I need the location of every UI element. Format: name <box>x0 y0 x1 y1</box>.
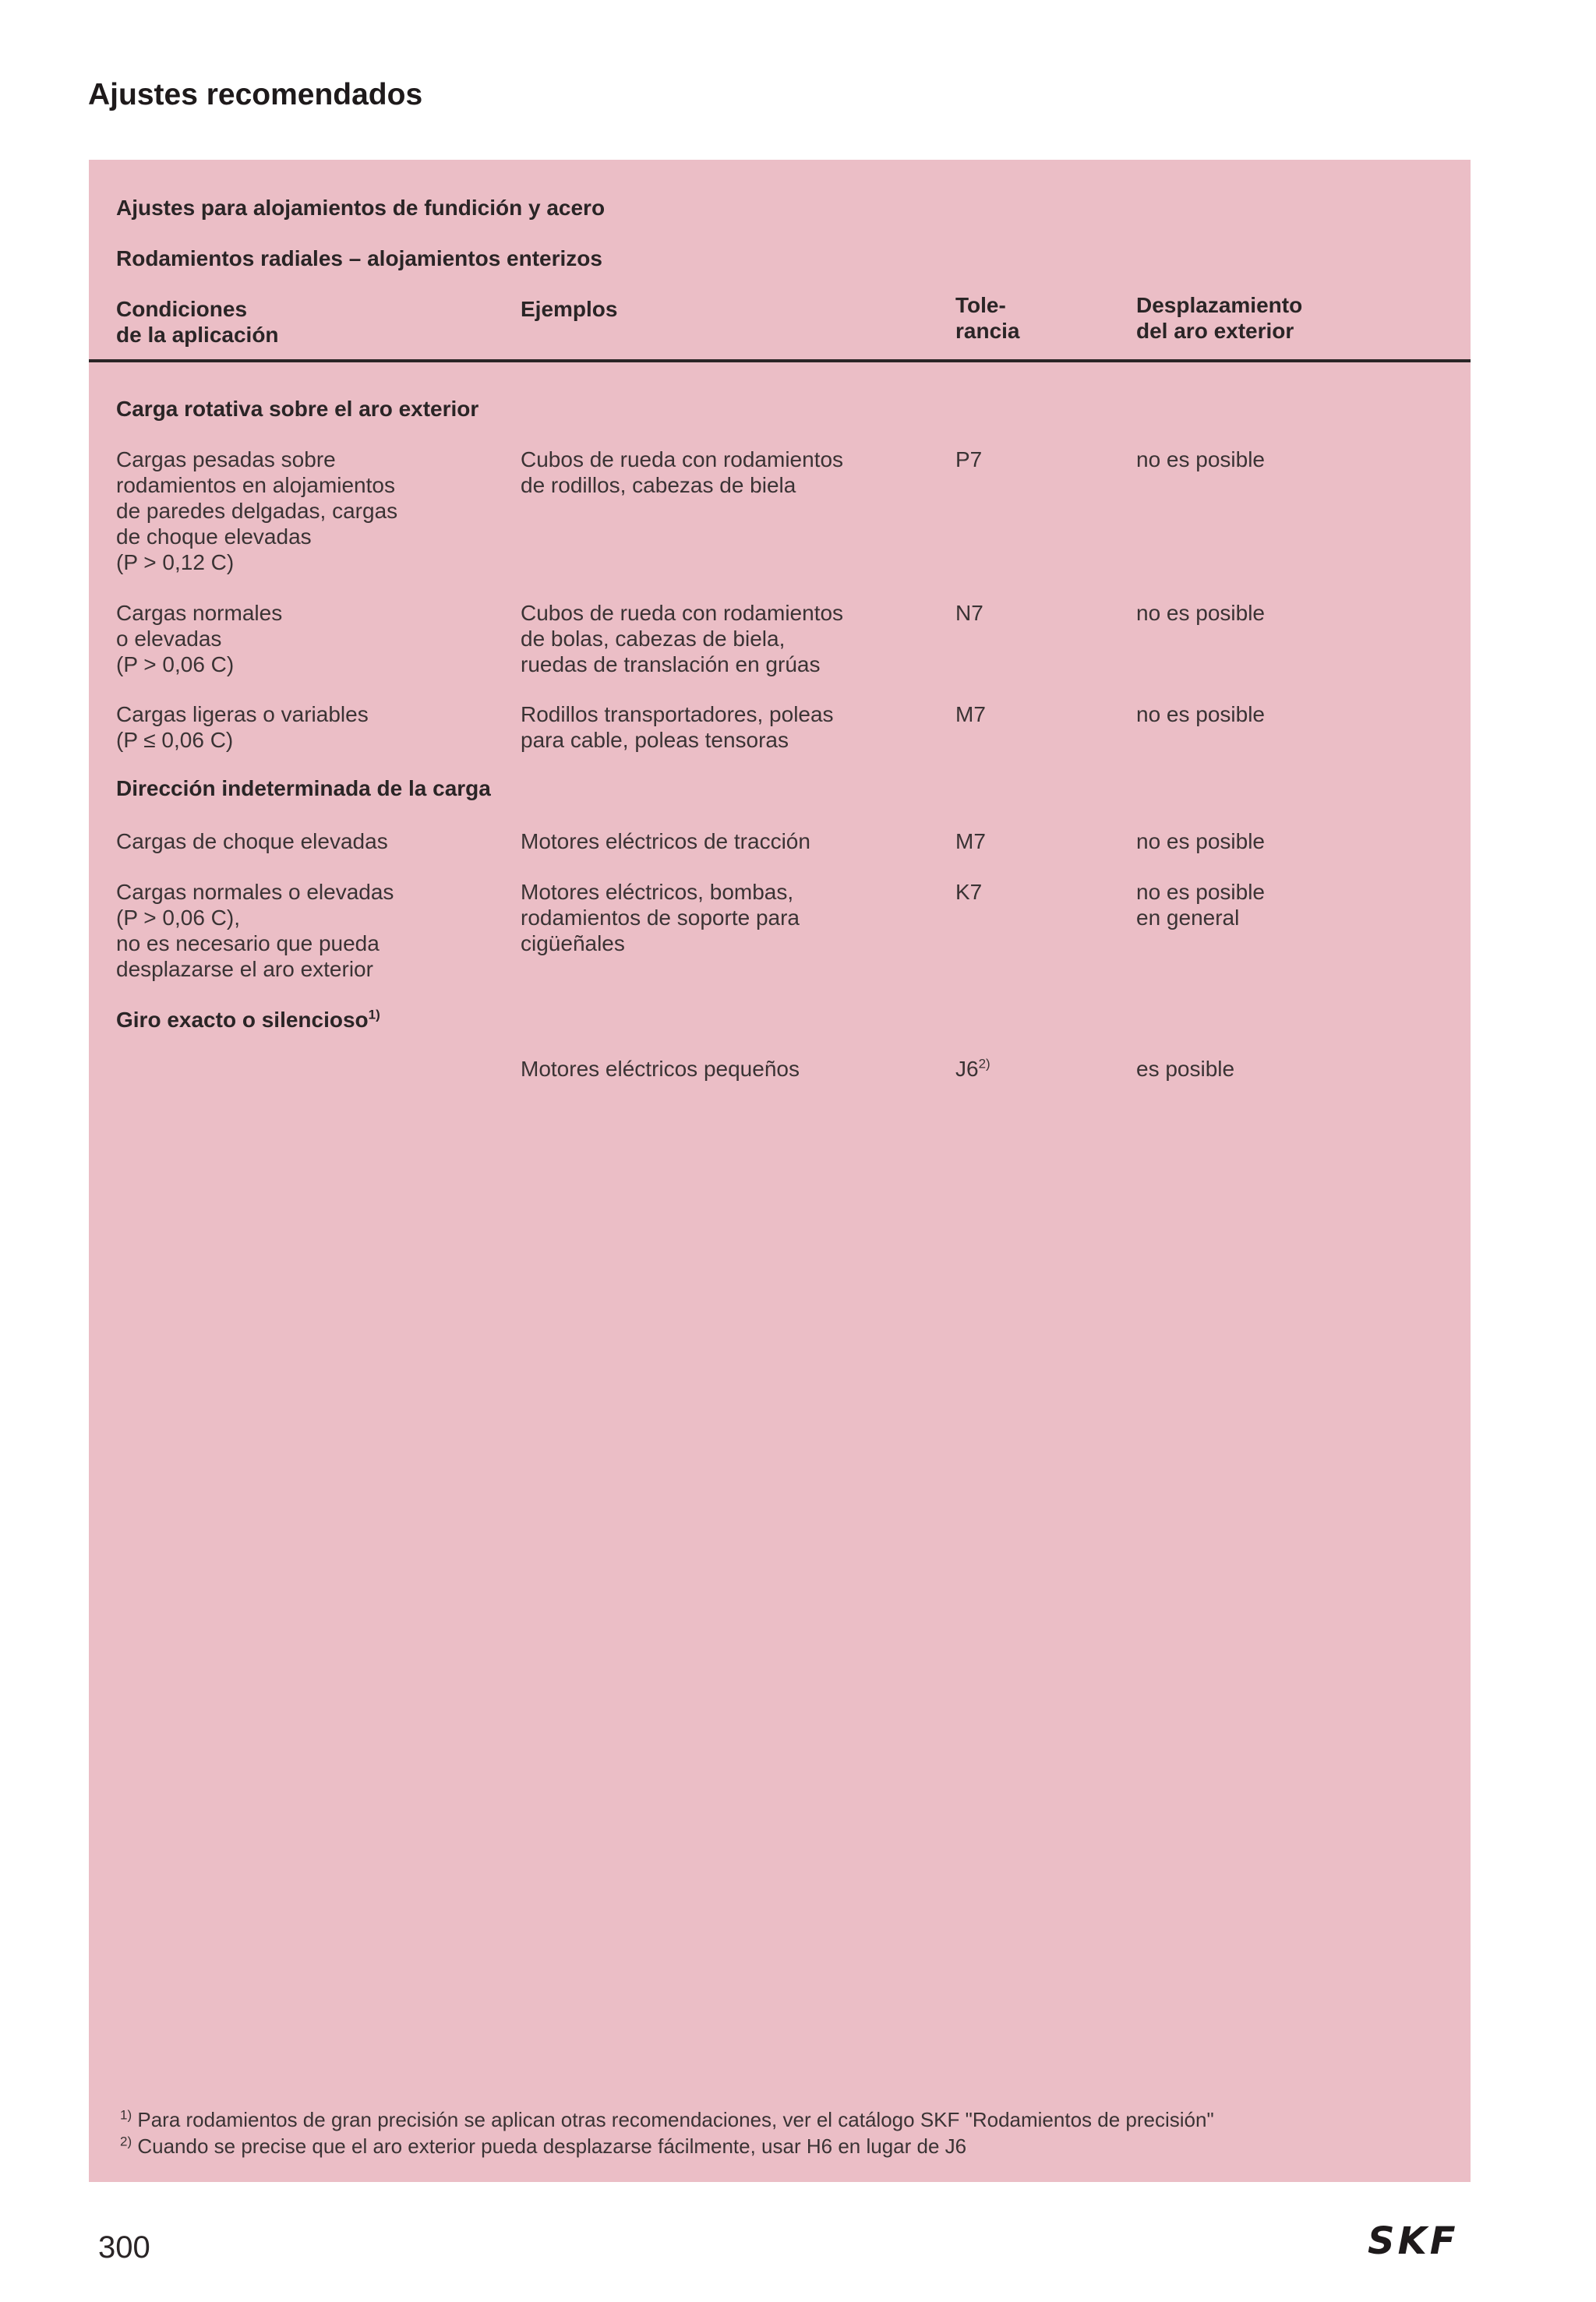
row-example: Motores eléctricos, bombas, rodamientos de soporte para cigüeñales <box>521 880 800 955</box>
row-displacement: es posible <box>1136 1057 1235 1081</box>
section-heading-precise-rotation <box>116 1007 380 1033</box>
row-tolerance <box>955 1056 1065 1082</box>
header-rule <box>89 359 1471 362</box>
footnote-2 <box>120 2134 966 2159</box>
row-condition: Cargas pesadas sobre rodamientos en alojamientos de paredes delgadas, cargas de choque elevadas (P > 0,12 C) <box>116 447 398 574</box>
column-header-displacement: Desplazamiento del aro exterior <box>1136 293 1303 343</box>
row-tolerance: N7 <box>955 601 983 625</box>
row-tolerance: M7 <box>955 702 986 726</box>
row-condition: Cargas ligeras o variables (P ≤ 0,06 C) <box>116 702 369 752</box>
footnote-text: Cuando se precise que el aro exterior pueda desplazarse fácilmente, usar H6 en lugar de J6 <box>137 2134 967 2158</box>
footnote-text: Para rodamientos de gran precisión se aplican otras recomendaciones, ver el catálogo SKF "Rodamientos de precisión" <box>137 2108 1214 2131</box>
footnote-mark: 2) <box>120 2134 132 2149</box>
footnote-ref-1: 1) <box>368 1007 380 1022</box>
row-condition: Cargas normales o elevadas (P > 0,06 C) <box>116 601 283 676</box>
table-title: Ajustes para alojamientos de fundición y acero <box>116 196 606 220</box>
row-example: Cubos de rueda con rodamientos de rodillos, cabezas de biela <box>521 447 844 497</box>
skf-logo: SKF <box>1368 2219 1459 2263</box>
row-displacement: no es posible <box>1136 601 1266 625</box>
row-condition: Cargas de choque elevadas <box>116 829 388 853</box>
row-example: Motores eléctricos pequeños <box>521 1057 800 1081</box>
footnote-mark: 1) <box>120 2107 132 2123</box>
row-example: Rodillos transportadores, poleas para cable, poleas tensoras <box>521 702 834 752</box>
section-heading-text: Giro exacto o silencioso <box>116 1008 369 1032</box>
column-header-conditions: Condiciones de la aplicación <box>116 297 279 347</box>
row-example: Cubos de rueda con rodamientos de bolas, cabezas de biela, ruedas de translación en grúas <box>521 601 844 676</box>
section-heading-rotating-load: Carga rotativa sobre el aro exterior <box>116 397 479 421</box>
row-displacement: no es posible en general <box>1136 880 1266 930</box>
tolerance-value: J6 <box>955 1057 979 1081</box>
page-title: Ajustes recomendados <box>88 78 423 111</box>
section-heading-indeterminate-load: Dirección indeterminada de la carga <box>116 776 491 800</box>
table-subtitle: Rodamientos radiales – alojamientos enterizos <box>116 246 602 270</box>
footnote-1 <box>120 2107 1214 2132</box>
row-tolerance: K7 <box>955 880 983 904</box>
row-displacement: no es posible <box>1136 702 1266 726</box>
row-tolerance: M7 <box>955 829 986 853</box>
column-header-examples: Ejemplos <box>521 297 618 321</box>
column-header-tolerance: Tole- rancia <box>955 293 1020 343</box>
row-tolerance: P7 <box>955 447 983 471</box>
row-example: Motores eléctricos de tracción <box>521 829 810 853</box>
row-condition: Cargas normales o elevadas (P > 0,06 C), no es necesario que pueda desplazarse el aro exterior <box>116 880 394 981</box>
footnote-ref-2: 2) <box>978 1056 990 1072</box>
fits-table-panel <box>89 160 1471 2182</box>
row-displacement: no es posible <box>1136 447 1266 471</box>
page-number: 300 <box>98 2230 150 2265</box>
row-displacement: no es posible <box>1136 829 1266 853</box>
